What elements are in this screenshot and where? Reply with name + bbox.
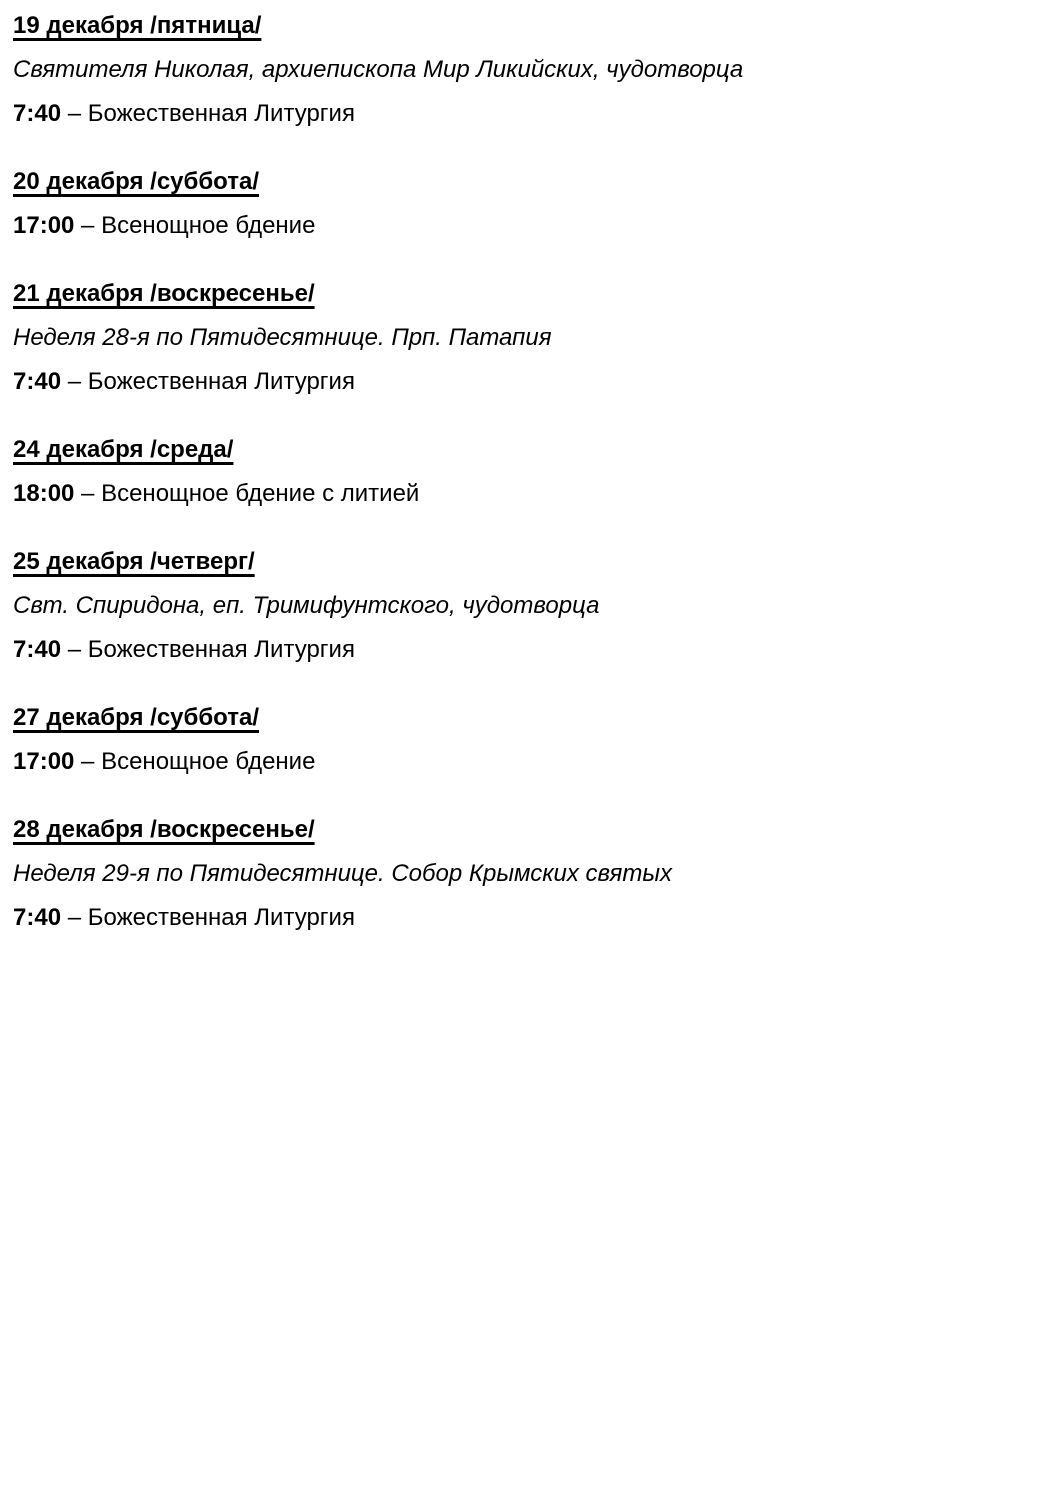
service-name: Божественная Литургия <box>87 368 355 395</box>
entry-service-line <box>13 204 1047 248</box>
dash-separator: – <box>74 480 102 507</box>
entry-date-heading: 21 декабря /воскресенье/ <box>13 280 315 307</box>
entry-service-line <box>13 472 1047 516</box>
service-name: Всенощное бдение <box>101 748 316 775</box>
entry-date-heading: 24 декабря /среда/ <box>13 436 234 463</box>
service-name: Божественная Литургия <box>87 904 355 931</box>
schedule-entry <box>13 428 1047 516</box>
entry-feast-description: Свт. Спиридона, еп. Тримифунтского, чудотворца <box>13 592 600 619</box>
entry-service-line <box>13 92 1047 136</box>
service-time: 17:00 <box>13 212 75 239</box>
service-time: 18:00 <box>13 480 75 507</box>
entry-feast-description: Неделя 28-я по Пятидесятнице. Прп. Патапия <box>13 324 552 351</box>
service-time: 7:40 <box>13 100 62 127</box>
service-name: Всенощное бдение с литией <box>101 480 420 507</box>
dash-separator: – <box>61 368 88 395</box>
service-time: 7:40 <box>13 904 62 931</box>
entry-feast-description: Неделя 29-я по Пятидесятнице. Собор Крымских святых <box>13 860 673 887</box>
entry-date-heading: 27 декабря /суббота/ <box>13 704 259 731</box>
service-time: 7:40 <box>13 368 62 395</box>
service-name: Всенощное бдение <box>101 212 316 239</box>
entry-date-heading: 28 декабря /воскресенье/ <box>13 816 315 843</box>
service-time: 17:00 <box>13 748 75 775</box>
entry-service-line <box>13 740 1047 784</box>
schedule-entry <box>13 540 1047 672</box>
service-name: Божественная Литургия <box>87 100 355 127</box>
entry-date-heading: 20 декабря /суббота/ <box>13 168 259 195</box>
schedule-entry <box>13 808 1047 940</box>
dash-separator: – <box>61 100 88 127</box>
dash-separator: – <box>61 904 88 931</box>
entry-date-heading: 19 декабря /пятница/ <box>13 12 262 39</box>
service-time: 7:40 <box>13 636 62 663</box>
schedule-entry <box>13 4 1047 136</box>
schedule-entry <box>13 272 1047 404</box>
schedule-list <box>13 4 1047 940</box>
entry-date-heading: 25 декабря /четверг/ <box>13 548 255 575</box>
dash-separator: – <box>74 212 102 239</box>
entry-service-line <box>13 628 1047 672</box>
entry-service-line <box>13 896 1047 940</box>
dash-separator: – <box>61 636 88 663</box>
schedule-entry <box>13 160 1047 248</box>
schedule-entry <box>13 696 1047 784</box>
entry-feast-description: Святителя Николая, архиепископа Мир Ликийских, чудотворца <box>13 56 744 83</box>
entry-service-line <box>13 360 1047 404</box>
dash-separator: – <box>74 748 102 775</box>
service-name: Божественная Литургия <box>87 636 355 663</box>
